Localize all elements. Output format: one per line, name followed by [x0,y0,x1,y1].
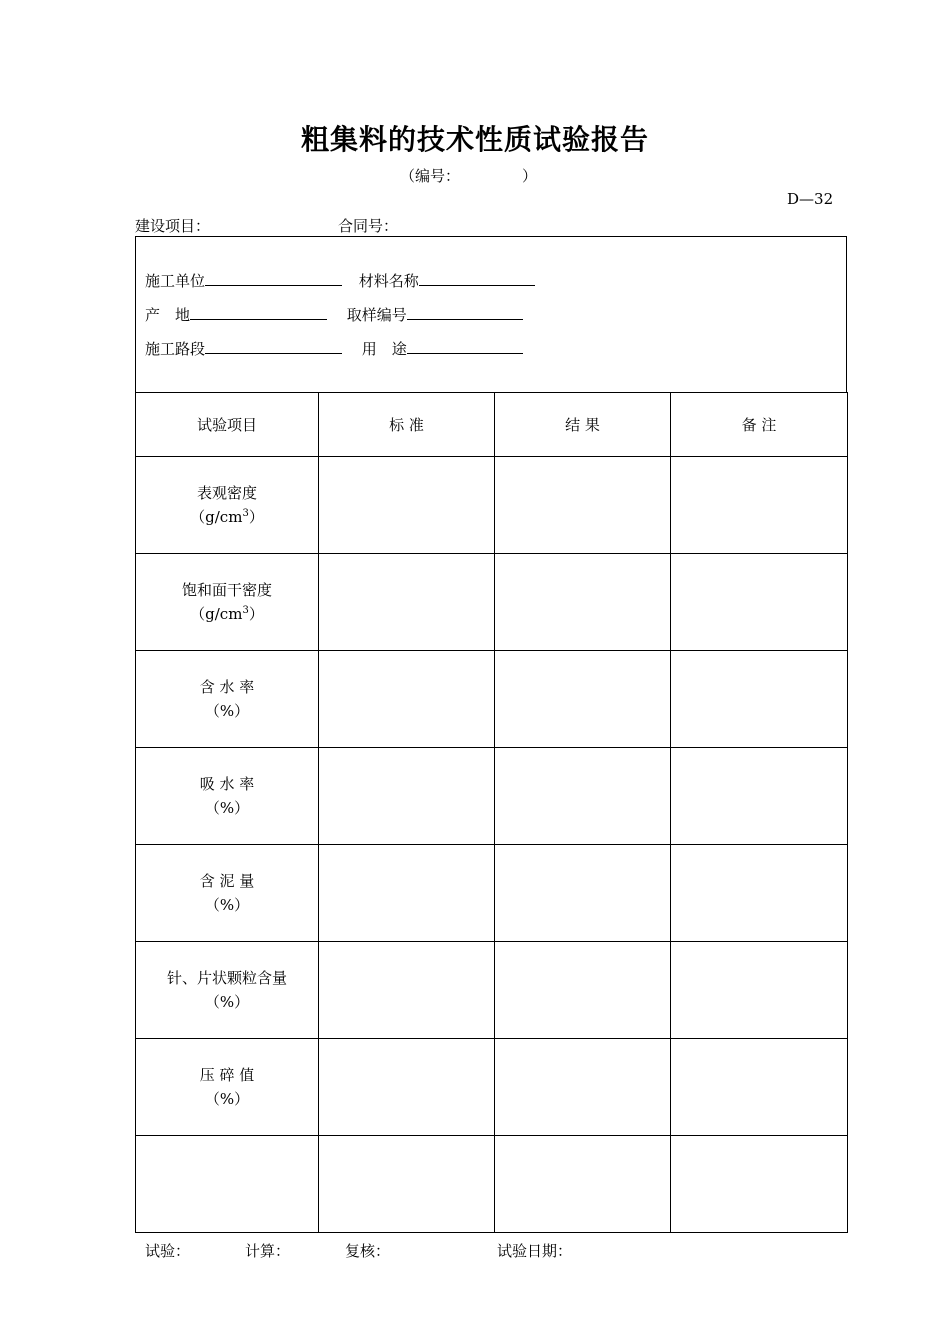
result-cell[interactable] [495,651,671,748]
table-row [136,1039,848,1136]
review-signature-label: 复核： [345,1242,391,1260]
usage-field[interactable] [407,339,523,354]
header-remarks: 备 注 [671,393,848,457]
standard-cell[interactable] [319,651,495,748]
test-signature-label: 试验： [145,1242,191,1260]
table-row [136,748,848,845]
project-line [135,215,835,236]
header-test-item: 试验项目 [136,393,319,457]
remarks-cell[interactable] [671,748,848,845]
result-cell[interactable] [495,748,671,845]
page-title: 粗集料的技术性质试验报告 [300,123,649,156]
remarks-cell[interactable] [671,457,848,554]
material-name-label: 材料名称 [358,272,419,290]
contract-label: 合同号： [338,217,399,235]
test-item-cell [136,748,319,845]
header-standard: 标 准 [319,393,495,457]
standard-cell[interactable] [319,1039,495,1136]
test-date-label: 试验日期： [497,1242,573,1260]
remarks-cell[interactable] [671,845,848,942]
test-item-unit: （%） [204,702,250,720]
test-item-unit: （%） [204,1090,250,1108]
test-item-unit: $(g/cm^3)$ [190,508,264,526]
remarks-cell[interactable] [671,554,848,651]
table-row [136,457,848,554]
standard-cell[interactable] [319,748,495,845]
table-row [136,554,848,651]
test-item-unit: （%） [204,993,250,1011]
sample-number-label: 取样编号 [346,306,407,324]
report-frame [135,236,847,1237]
usage-label: 用 途 [361,340,407,358]
material-name-field[interactable] [419,271,535,286]
standard-cell[interactable] [319,457,495,554]
report-number-open: （编号： [400,167,461,185]
test-item-cell [136,1039,319,1136]
standard-cell[interactable] [319,554,495,651]
test-item-name: 含 水 率 [199,678,255,696]
result-cell[interactable] [495,1039,671,1136]
test-item-name: 含 泥 量 [199,872,255,890]
report-number-close: ） [522,167,538,185]
origin-label: 产 地 [145,306,191,324]
sample-number-field[interactable] [407,305,523,320]
info-row-1 [145,270,535,291]
test-item-name: 表观密度 [196,484,257,502]
form-code: D—32 [787,190,834,208]
test-table [135,392,848,1233]
info-box [135,236,847,392]
info-row-3 [145,338,523,359]
test-item-name: 压 碎 值 [199,1066,255,1084]
table-header-row [136,393,848,457]
project-label: 建设项目： [135,217,211,235]
test-item-unit: （%） [204,896,250,914]
test-item-cell [136,554,319,651]
calc-signature-label: 计算： [245,1242,291,1260]
standard-cell[interactable] [319,942,495,1039]
remarks-cell[interactable] [671,1039,848,1136]
result-cell[interactable] [495,457,671,554]
table-row [136,651,848,748]
result-cell[interactable] [495,845,671,942]
test-item-cell [136,651,319,748]
header-result: 结 果 [495,393,671,457]
test-item-cell [136,845,319,942]
signature-footer [145,1240,745,1260]
remarks-cell[interactable] [671,942,848,1039]
result-cell[interactable] [495,1136,671,1233]
report-number [400,165,537,186]
test-item-name: 吸 水 率 [199,775,255,793]
standard-cell[interactable] [319,1136,495,1233]
result-cell[interactable] [495,942,671,1039]
standard-cell[interactable] [319,845,495,942]
table-row [136,942,848,1039]
test-item-cell [136,942,319,1039]
result-cell[interactable] [495,554,671,651]
test-item-cell[interactable] [136,1136,319,1233]
test-item-name: 针、片状颗粒含量 [166,969,287,987]
road-section-label: 施工路段 [145,340,206,358]
table-row [136,845,848,942]
remarks-cell[interactable] [671,1136,848,1233]
test-item-unit: $(g/cm^3)$ [190,605,264,623]
construction-unit-label: 施工单位 [145,272,206,290]
info-row-2 [145,304,523,325]
test-item-name: 饱和面干密度 [181,581,272,599]
test-item-unit: （%） [204,799,250,817]
remarks-cell[interactable] [671,651,848,748]
construction-unit-field[interactable] [205,271,342,286]
road-section-field[interactable] [205,339,342,354]
test-item-cell [136,457,319,554]
table-row [136,1136,848,1233]
origin-field[interactable] [190,305,327,320]
